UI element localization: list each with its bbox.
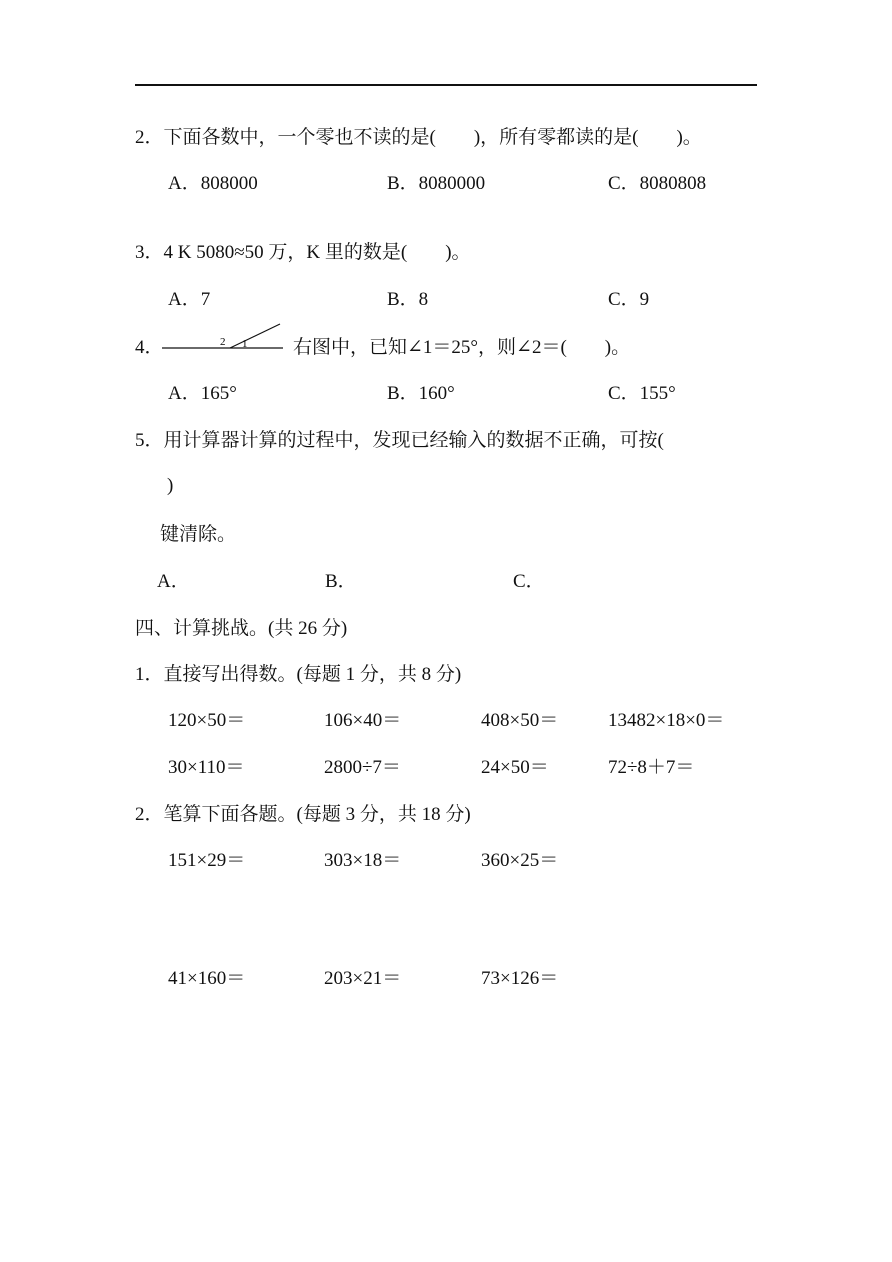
q2-option-b: B．8080000	[387, 173, 486, 194]
q5-line1: 5．用计算器计算的过程中，发现已经输入的数据不正确，可按(	[135, 430, 664, 451]
calc-item: 72÷8＋7＝	[608, 757, 695, 778]
written-calc-item: 73×126＝	[481, 968, 559, 989]
angle-figure	[160, 320, 285, 354]
q2-stem: 2．下面各数中，一个零也不读的是( )，所有零都读的是( )。	[135, 127, 702, 148]
q3-option-b: B．8	[387, 289, 429, 310]
calc-item: 13482×18×0＝	[608, 710, 725, 731]
q5-option-b: B．	[325, 571, 357, 592]
section4-title: 四、计算挑战。(共 26 分)	[135, 618, 348, 639]
calc-item: 120×50＝	[168, 710, 246, 731]
q2-option-a: A．808000	[168, 173, 258, 194]
q3-stem: 3．4 K 5080≈50 万，K 里的数是( )。	[135, 242, 471, 263]
q4-stem: 右图中，已知∠1＝25°，则∠2＝( )。	[293, 337, 631, 358]
written-calc-item: 41×160＝	[168, 968, 246, 989]
written-calc-item: 303×18＝	[324, 850, 402, 871]
calc-item: 408×50＝	[481, 710, 559, 731]
q5-line3: 键清除。	[160, 524, 237, 545]
written-calc-item: 203×21＝	[324, 968, 402, 989]
q3-option-c: C．9	[608, 289, 650, 310]
q2-option-c: C．8080808	[608, 173, 707, 194]
q4-option-a: A．165°	[168, 383, 237, 404]
written-calc-item: 151×29＝	[168, 850, 246, 871]
q4-number: 4．	[135, 337, 164, 358]
q5-option-c: C．	[513, 571, 545, 592]
angle-2-label: 2	[220, 336, 226, 348]
q4-option-c: C．155°	[608, 383, 676, 404]
calc-item: 2800÷7＝	[324, 757, 401, 778]
calc-item: 30×110＝	[168, 757, 245, 778]
part1-title: 1．直接写出得数。(每题 1 分，共 8 分)	[135, 664, 462, 685]
q5-option-a: A．	[157, 571, 190, 592]
part2-title: 2．笔算下面各题。(每题 3 分，共 18 分)	[135, 804, 471, 825]
q4-option-b: B．160°	[387, 383, 455, 404]
q3-option-a: A．7	[168, 289, 211, 310]
calc-item: 24×50＝	[481, 757, 549, 778]
q5-line2: )	[167, 475, 174, 496]
written-calc-item: 360×25＝	[481, 850, 559, 871]
angle-1-label: 1	[242, 338, 248, 350]
calc-item: 106×40＝	[324, 710, 402, 731]
header-rule	[135, 84, 757, 86]
